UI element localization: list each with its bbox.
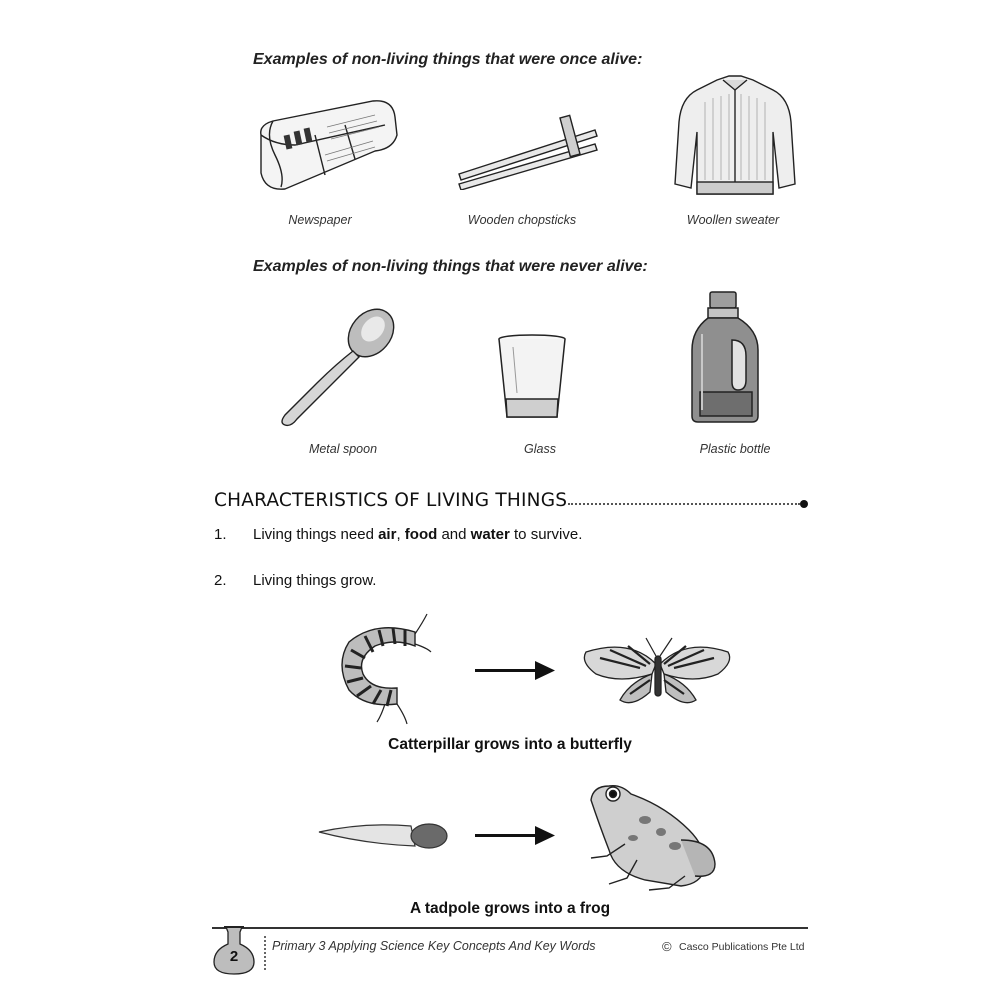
footer-book-title: Primary 3 Applying Science Key Concepts And Key Words <box>272 939 596 953</box>
footer-divider <box>264 936 266 970</box>
point-2-text: Living things grow. <box>253 572 377 589</box>
point-1-bold-air: air <box>378 526 397 543</box>
newspaper-icon <box>255 95 400 195</box>
butterfly-icon <box>580 628 735 713</box>
title-leader-dot <box>800 500 808 508</box>
newspaper-caption: Newspaper <box>288 213 352 227</box>
tadpole-caption: A tadpole grows into a frog <box>409 900 611 917</box>
once-alive-heading: Examples of non-living things that were once alive: <box>253 51 643 68</box>
chopsticks-icon <box>455 110 600 190</box>
point-1-text <box>253 526 582 543</box>
copyright-icon: © <box>662 939 672 954</box>
spoon-icon <box>275 305 400 430</box>
page-number: 2 <box>229 948 239 965</box>
glass-caption: Glass <box>524 442 556 456</box>
chopsticks-caption: Wooden chopsticks <box>467 213 577 227</box>
caterpillar-caption: Catterpillar grows into a butterfly <box>388 736 632 753</box>
frog-icon <box>585 780 720 895</box>
bottle-icon <box>688 290 763 425</box>
point-1-bold-water: water <box>470 526 510 543</box>
growth-arrow-2-shaft <box>475 834 537 837</box>
title-leader-line <box>568 503 800 505</box>
sweater-icon <box>673 72 798 202</box>
sweater-caption: Woollen sweater <box>686 213 780 227</box>
glass-icon <box>495 333 570 423</box>
caterpillar-icon <box>335 612 435 727</box>
spoon-caption: Metal spoon <box>308 442 378 456</box>
characteristics-title: CHARACTERISTICS OF LIVING THINGS <box>214 490 568 511</box>
point-1-text-a: Living things need <box>253 526 379 543</box>
point-1-text-c: and <box>437 526 471 543</box>
arrow-right-icon <box>535 826 555 845</box>
tadpole-icon <box>315 818 450 854</box>
footer-rule <box>212 927 808 929</box>
point-1-text-b: , <box>396 526 405 543</box>
never-alive-heading: Examples of non-living things that were never alive: <box>253 258 648 275</box>
point-1-number: 1. <box>214 526 227 543</box>
point-1-bold-food: food <box>404 526 438 543</box>
growth-arrow-1-shaft <box>475 669 537 672</box>
point-2-number: 2. <box>214 572 227 589</box>
point-1-text-d: to survive. <box>509 526 583 543</box>
footer-publisher: Casco Publications Pte Ltd <box>679 941 805 953</box>
arrow-right-icon <box>535 661 555 680</box>
bottle-caption: Plastic bottle <box>699 442 771 456</box>
